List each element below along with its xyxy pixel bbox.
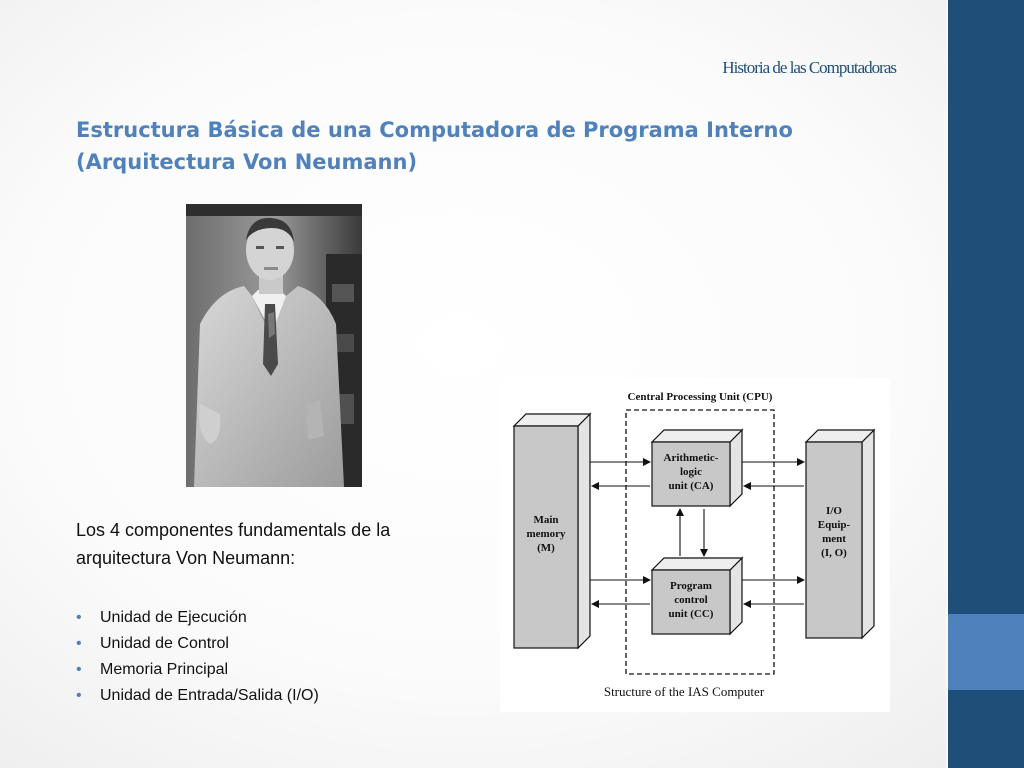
slide-title-line-1: Estructura Básica de una Computadora de Programa Interno xyxy=(76,118,793,142)
alu-block xyxy=(652,430,742,506)
control-label-line-1: Program xyxy=(670,580,712,592)
alu-label-line-2: logic xyxy=(680,466,702,478)
right-sidebar-bar xyxy=(948,0,1024,768)
list-item xyxy=(76,605,319,631)
io-label-line-4: (I, O) xyxy=(821,547,847,559)
cpu-label: Central Processing Unit (CPU) xyxy=(627,391,773,403)
memory-label-line-1: Main xyxy=(533,514,559,526)
list-item-label: Memoria Principal xyxy=(100,661,229,678)
list-item-label: Unidad de Ejecución xyxy=(100,609,247,626)
diagram-caption: Structure of the IAS Computer xyxy=(603,684,765,699)
memory-label-line-3: (M) xyxy=(537,542,555,554)
list-item xyxy=(76,683,319,709)
io-label-line-3: ment xyxy=(822,533,846,545)
list-item xyxy=(76,631,319,657)
intro-line-1: Los 4 componentes fundamentals de la xyxy=(76,520,391,540)
components-list xyxy=(76,605,319,709)
intro-line-2: arquitectura Von Neumann: xyxy=(76,548,296,568)
list-item-label: Unidad de Control xyxy=(100,635,229,652)
alu-label-line-1: Arithmetic- xyxy=(663,452,719,464)
alu-label-line-3: unit (CA) xyxy=(668,480,714,492)
list-item-label: Unidad de Entrada/Salida (I/O) xyxy=(100,687,319,704)
slide-title-line-2: (Arquitectura Von Neumann) xyxy=(76,150,418,174)
intro-text xyxy=(76,516,476,572)
list-item xyxy=(76,657,319,683)
program-control-block xyxy=(652,558,742,634)
io-label-line-2: Equip- xyxy=(817,519,851,531)
memory-label-line-2: memory xyxy=(526,528,566,540)
ias-structure-diagram xyxy=(500,378,890,712)
von-neumann-photo xyxy=(186,204,362,487)
sidebar-accent-block xyxy=(948,614,1024,690)
bullet-dot-icon: • xyxy=(76,609,82,626)
slide-title xyxy=(76,114,836,178)
io-equipment-block xyxy=(806,430,874,638)
section-title: Historia de las Computadoras xyxy=(722,58,896,77)
bullet-dot-icon: • xyxy=(76,687,82,704)
portrait-illustration xyxy=(186,204,362,487)
bullet-dot-icon: • xyxy=(76,661,82,678)
main-memory-block xyxy=(514,414,590,648)
bullet-dot-icon: • xyxy=(76,635,82,652)
io-label-line-1: I/O xyxy=(826,505,842,517)
control-label-line-2: control xyxy=(674,594,708,606)
control-label-line-3: unit (CC) xyxy=(668,608,714,620)
